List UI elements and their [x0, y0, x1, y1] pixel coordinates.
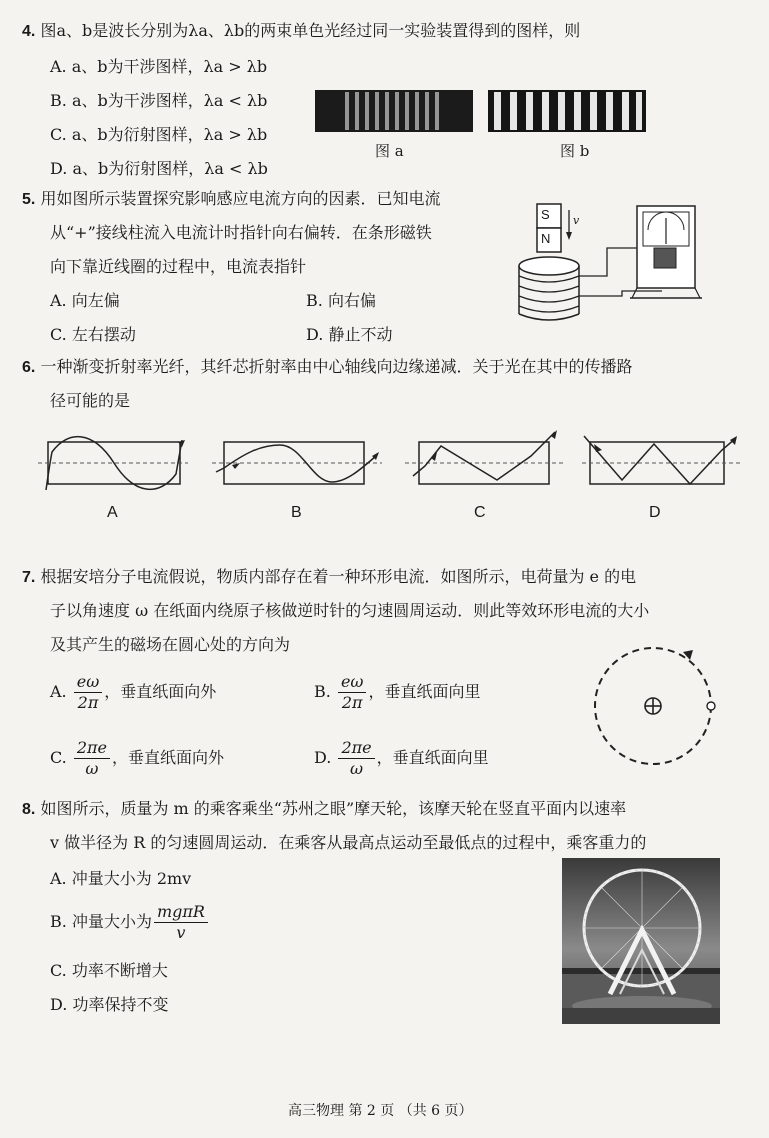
q7-line-1: 7. 根据安培分子电流假说，物质内部存在着一种环形电流．如图所示，电荷量为 e 的电 [22, 567, 637, 586]
q5-number: 5. [22, 191, 36, 208]
q7-c-fraction: $\frac{2\pi e}{\omega}$ [74, 738, 110, 779]
q4-option-c[interactable]: C. a、b为衍射图样，λa > λb [50, 125, 268, 144]
fiber-label-c: C [474, 504, 486, 521]
q5-line-2: 从“+”接线柱流入电流计时指针向右偏转．在条形磁铁 [50, 223, 432, 242]
fiber-label-a: A [107, 504, 118, 521]
q8-b-fraction: $\frac{\text{mgπR}}{v}$ [154, 902, 208, 943]
q7-number: 7. [22, 569, 36, 586]
q4-stem [22, 14, 580, 49]
pattern-a-figure [315, 90, 473, 132]
magnet-n-label: N [541, 231, 551, 246]
q5-line-1: 5. 用如图所示装置探究影响感应电流方向的因素．已知电流 [22, 189, 441, 208]
q8-option-c[interactable]: C. 功率不断增大 [50, 961, 168, 980]
fiber-path-d[interactable] [582, 430, 742, 494]
q8-option-d[interactable]: D. 功率保持不变 [50, 995, 169, 1014]
q5-option-c[interactable]: C. 左右摆动 [50, 325, 136, 344]
fiber-path-c[interactable] [405, 426, 565, 494]
q7-option-d[interactable]: D. $\frac{2\pi e}{\omega}$ ，垂直纸面向里 [314, 738, 489, 778]
page-footer: 高三物理 第 2 页 （共 6 页） [288, 1103, 473, 1119]
fiber-label-d: D [649, 504, 661, 521]
q4-stem-text: 图a、b是波长分别为λa、λb的两束单色光经过同一实验装置得到的图样，则 [40, 21, 581, 40]
magnet-s-label: S [541, 207, 550, 222]
pattern-a-caption: 图 a [375, 142, 404, 160]
q8-option-b[interactable]: B. 冲量大小为 $\frac{\text{mgπR}}{v}$ [50, 902, 210, 943]
pattern-b-figure [488, 90, 646, 132]
q4-option-d[interactable]: D. a、b为衍射图样，λa < λb [50, 159, 268, 178]
q8-line-2: v 做半径为 R 的匀速圆周运动．在乘客从最高点运动至最低点的过程中，乘客重力的 [50, 833, 647, 852]
q7-line-2: 子以角速度 ω 在纸面内绕原子核做逆时针的匀速圆周运动．则此等效环形电流的大小 [50, 601, 650, 620]
q8-number: 8. [22, 801, 36, 818]
q4-number: 4. [22, 23, 36, 40]
q6-line-2: 径可能的是 [50, 391, 131, 410]
q7-b-fraction: $\frac{e\omega}{2\pi}$ [338, 672, 367, 713]
fiber-path-b[interactable] [212, 432, 382, 494]
q8-line-1: 8. 如图所示，质量为 m 的乘客乘坐“苏州之眼”摩天轮，该摩天轮在竖直平面内以速率 [22, 799, 627, 818]
ferris-wheel-photo [562, 858, 720, 1024]
velocity-label: v [573, 214, 580, 227]
q7-d-fraction: $\frac{2\pi e}{\omega}$ [338, 738, 374, 779]
q8-option-a[interactable]: A. 冲量大小为 2mv [50, 869, 192, 888]
q7-option-a[interactable]: A. $\frac{e\omega}{2\pi}$ ，垂直纸面向外 [50, 672, 217, 712]
q7-line-3: 及其产生的磁场在圆心处的方向为 [50, 635, 291, 654]
fiber-label-b: B [291, 504, 302, 521]
q4-option-a[interactable]: A. a、b为干涉图样，λa > λb [50, 57, 268, 76]
q5-option-a[interactable]: A. 向左偏 [50, 291, 120, 310]
q7-a-fraction: $\frac{e\omega}{2\pi}$ [74, 672, 103, 713]
q5-option-b[interactable]: B. 向右偏 [306, 291, 376, 310]
q7-option-b[interactable]: B. $\frac{e\omega}{2\pi}$ ，垂直纸面向里 [314, 672, 481, 712]
pattern-b-caption: 图 b [560, 142, 590, 160]
fiber-path-a[interactable] [38, 432, 188, 494]
q6-line-1: 6. 一种渐变折射率光纤，其纤芯折射率由中心轴线向边缘递减．关于光在其中的传播路 [22, 357, 633, 376]
q6-number: 6. [22, 359, 36, 376]
q5-line-3: 向下靠近线圈的过程中，电流表指针 [50, 257, 307, 276]
electron-orbit-figure [585, 630, 725, 780]
q5-option-d[interactable]: D. 静止不动 [306, 325, 393, 344]
q7-option-c[interactable]: C. $\frac{2\pi e}{\omega}$ ，垂直纸面向外 [50, 738, 225, 778]
q4-option-b[interactable]: B. a、b为干涉图样，λa < λb [50, 91, 268, 110]
